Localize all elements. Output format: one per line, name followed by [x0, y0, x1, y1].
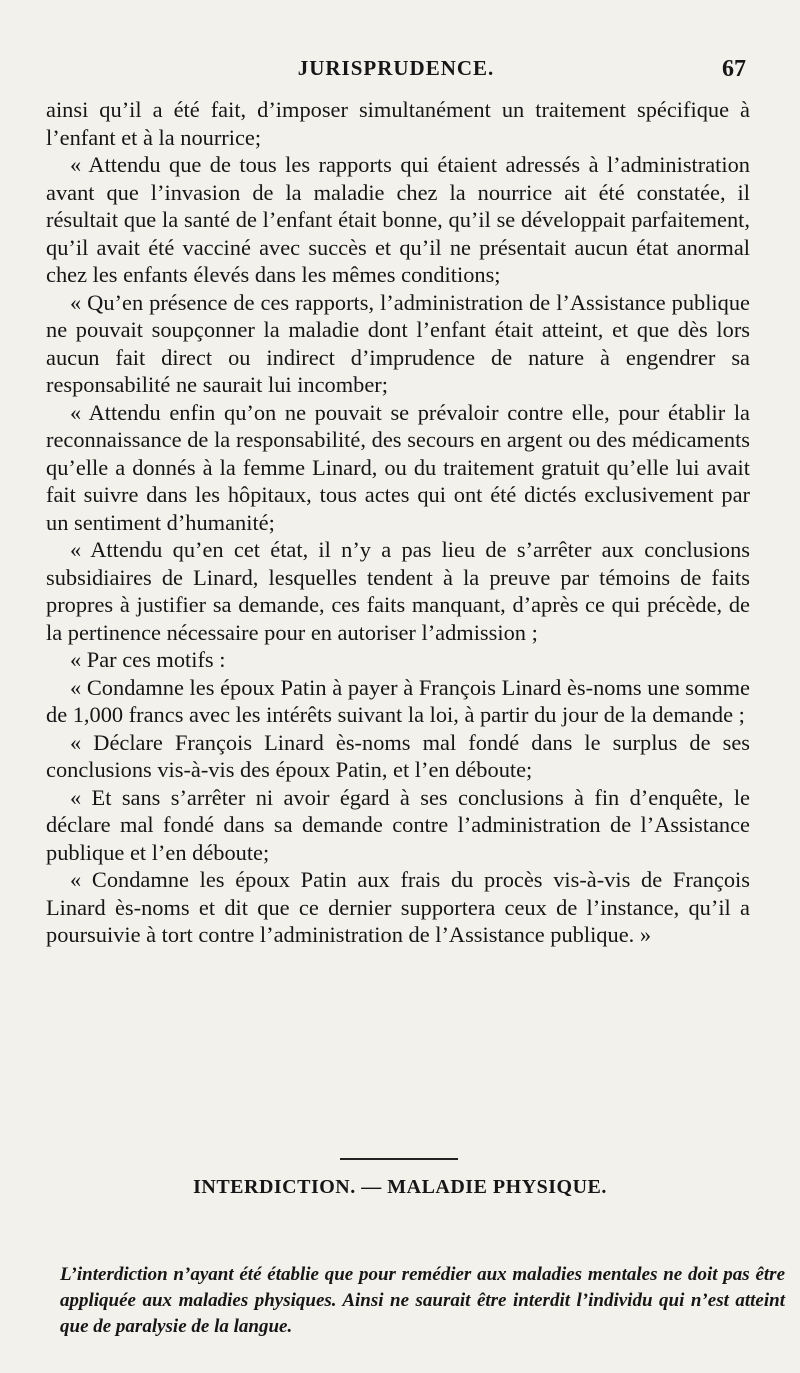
paragraph: « Et sans s’arrêter ni avoir égard à ses conclusions à fin d’enquête, le déclare mal fondé dans sa demande contre l’administration de l’Assistance publique et l’en déboute; — [46, 784, 750, 865]
paragraph: « Attendu que de tous les rapports qui étaient adressés à l’administration avant que l’invasion de la maladie chez la nourrice ait été constatée, il résultait que la santé de l’enfant était bonne, qu’il se développait parfaitement, qu’il avait été vacciné avec succès et qu’il ne présentait aucun état anormal chez les enfants élevés dans les mêmes conditions; — [46, 152, 750, 287]
body-text — [46, 96, 750, 949]
paragraph: « Qu’en présence de ces rapports, l’administration de l’Assistance publique ne pouvait soupçonner la maladie dont l’enfant était atteint, et que dès lors aucun fait direct ou indirect d’imprudence de nature à engendrer sa responsabilité ne saurait lui incomber; — [46, 289, 750, 397]
paragraph: « Condamne les époux Patin à payer à François Linard ès-noms une somme de 1,000 francs avec les intérêts suivant la loi, à partir du jour de la demande ; — [46, 674, 750, 727]
section-title: INTERDICTION. — MALADIE PHYSIQUE. — [193, 1176, 607, 1198]
paragraph-continuation: ainsi qu’il a été fait, d’imposer simultanément un traitement spécifique à l’enfant et à la nourrice; — [46, 97, 750, 150]
section-summary: L’interdiction n’ayant été établie que pour remédier aux maladies mentales ne doit pas être appliquée aux maladies physiques. Ainsi ne saurait être interdit l’individu qui n’est atteint que de paralysie de la langue. — [60, 1264, 785, 1337]
paragraph: « Condamne les époux Patin aux frais du procès vis-à-vis de François Linard ès-noms et dit que ce dernier supportera ceux de l’instance, qu’il a poursuivie à tort contre l’administration de l’Assistance publique. » — [46, 867, 750, 947]
running-title: JURISPRUDENCE. — [297, 56, 495, 80]
section-divider — [340, 1158, 458, 1160]
paragraph: « Par ces motifs : — [70, 647, 226, 672]
paragraph: « Attendu qu’en cet état, il n’y a pas lieu de s’arrêter aux conclusions subsidiaires de Linard, lesquelles tendent à la preuve par témoins de faits propres à justifier sa demande, ces faits manquant, d’après ce qui précède, de la pertinence nécessaire pour en autoriser l’admission ; — [46, 537, 750, 645]
paragraph: « Attendu enfin qu’on ne pouvait se prévaloir contre elle, pour établir la reconnaissance de la responsabilité, des secours en argent ou des médicaments qu’elle a donnés à la femme Linard, ou du traitement gratuit qu’elle lui avait fait suivre dans les hôpitaux, tous actes qui ont été dictés exclusivement par un sentiment d’humanité; — [46, 399, 750, 535]
running-header — [46, 56, 746, 90]
paragraph: « Déclare François Linard ès-noms mal fondé dans le surplus de ses conclusions vis-à-vis des époux Patin, et l’en déboute; — [46, 729, 750, 782]
page-number: 67 — [722, 56, 746, 82]
